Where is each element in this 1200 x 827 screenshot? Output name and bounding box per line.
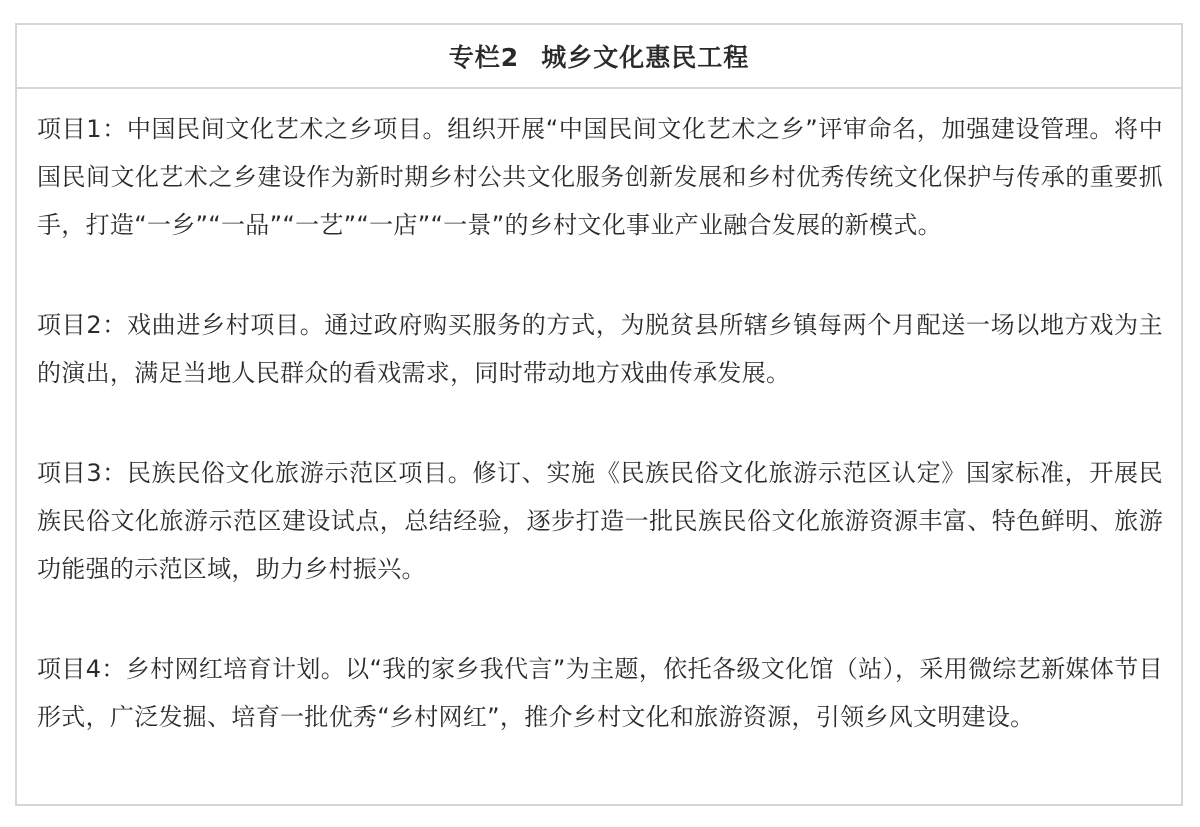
- project-label: 项目4：: [37, 655, 126, 683]
- project-text: 民族民俗文化旅游示范区项目。修订、实施《民族民俗文化旅游示范区认定》国家标准，开展民族民俗文化旅游示范区建设试点，总结经验，逐步打造一批民族民俗文化旅游资源丰富、特色鲜明、旅游功能强的示范区域，助力乡村振兴。: [37, 459, 1163, 583]
- project-2: [37, 301, 1163, 397]
- project-label: 项目2：: [37, 311, 127, 339]
- project-text: 乡村网红培育计划。以“我的家乡我代言”为主题，依托各级文化馆（站），采用微综艺新媒体节目形式，广泛发掘、培育一批优秀“乡村网红”，推介乡村文化和旅游资源，引领乡风文明建设。: [37, 655, 1163, 731]
- column-heading: 城乡文化惠民工程: [541, 43, 750, 72]
- project-text: 中国民间文化艺术之乡项目。组织开展“中国民间文化艺术之乡”评审命名，加强建设管理。将中国民间文化艺术之乡建设作为新时期乡村公共文化服务创新发展和乡村优秀传统文化保护与传承的重要抓手，打造“一乡”“一品”“一艺”“一店”“一景”的乡村文化事业产业融合发展的新模式。: [37, 115, 1163, 239]
- project-text: 戏曲进乡村项目。通过政府购买服务的方式，为脱贫县所辖乡镇每两个月配送一场以地方戏为主的演出，满足当地人民群众的看戏需求，同时带动地方戏曲传承发展。: [37, 311, 1163, 387]
- project-label: 项目1：: [37, 115, 127, 143]
- project-4: [37, 645, 1163, 741]
- column-box: [15, 23, 1183, 806]
- column-content: [17, 89, 1181, 741]
- project-1: [37, 105, 1163, 249]
- column-header: [17, 25, 1181, 89]
- project-3: [37, 449, 1163, 593]
- column-title: [449, 38, 749, 74]
- column-label: 专栏2: [448, 43, 520, 72]
- project-label: 项目3：: [37, 459, 127, 487]
